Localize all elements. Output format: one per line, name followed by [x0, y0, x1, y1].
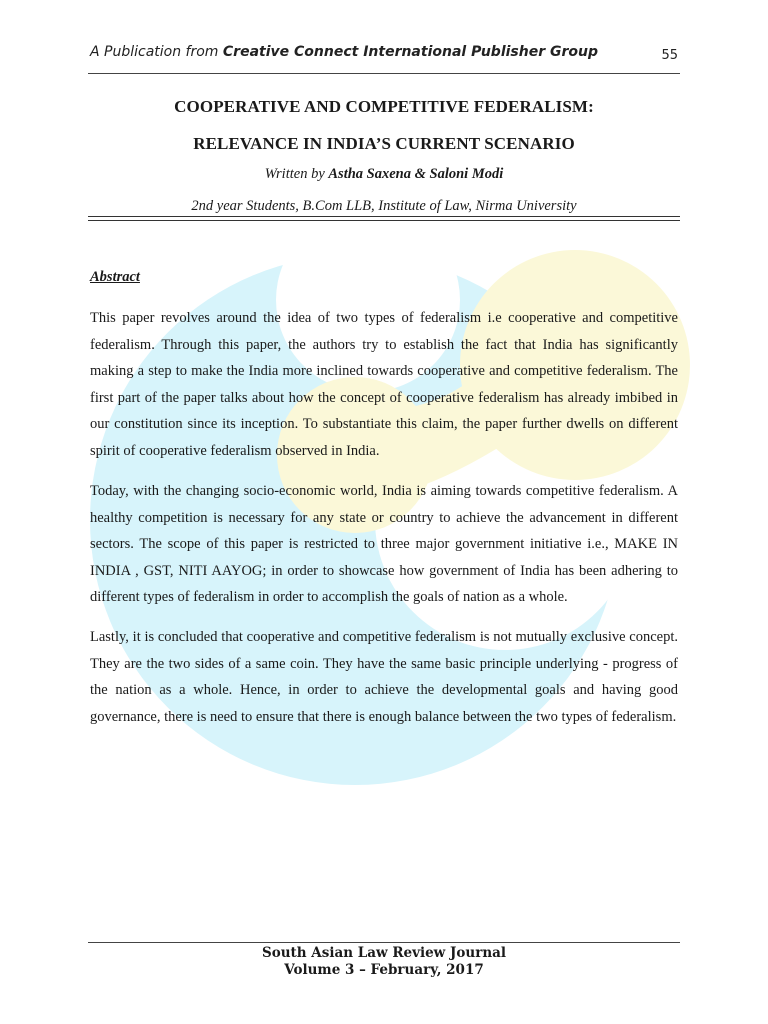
title-line-1: COOPERATIVE AND COMPETITIVE FEDERALISM:: [174, 97, 594, 116]
abstract-paragraph-2: Today, with the changing socio-economic world, India is aiming towards competitive federalism. A healthy competition is necessary for any state or country to achieve the advancement in different sectors. The scope of this paper is restricted to three major government initiative i.e., MAKE IN INDIA , GST, NITI AAYOG; in order to showcase how government of India has been adhering to different types of federalism in order to accomplish the goals of nation as a whole.: [90, 483, 678, 605]
header-rule: [88, 73, 680, 74]
abstract-paragraph-1: This paper revolves around the idea of two types of federalism i.e cooperative and competitive federalism. Through this paper, the authors try to establish the fact that India has significantly making a step to make the India more inclined towards cooperative and competitive federalism. The first part of the paper talks about how the concept of cooperative federalism has already imbibed in our constitution since its inception. To substantiate this claim, the paper further dwells on different spirit of cooperative federalism observed in India.: [90, 310, 678, 459]
title-double-rule: [88, 216, 680, 221]
footer-volume: Volume 3 – February, 2017: [284, 962, 484, 978]
affiliation: 2nd year Students, B.Com LLB, Institute of Law, Nirma University: [191, 198, 577, 214]
footer-journal: South Asian Law Review Journal: [261, 945, 507, 961]
abstract-paragraph-3: Lastly, it is concluded that cooperative and competitive federalism is not mutually exclusive concept. They are the two sides of a same coin. They have the same basic principle underlying - progress of the nation as a whole. Hence, in order to achieve the developmental goals and having good governance, there is need to ensure that there is enough balance between the two types of federalism.: [90, 629, 678, 725]
running-head: [90, 44, 680, 60]
page-number: 55: [661, 48, 678, 63]
publication-prefix: A Publication from: [90, 44, 219, 60]
byline-prefix: Written by: [264, 166, 325, 182]
authors: Astha Saxena & Saloni Modi: [328, 166, 504, 182]
byline: [88, 166, 680, 183]
footer-rule: [88, 942, 680, 943]
title-line-2: RELEVANCE IN INDIA’S CURRENT SCENARIO: [193, 134, 575, 153]
abstract-heading: Abstract: [90, 269, 140, 285]
publisher-name: Creative Connect International Publisher Group: [222, 44, 599, 60]
